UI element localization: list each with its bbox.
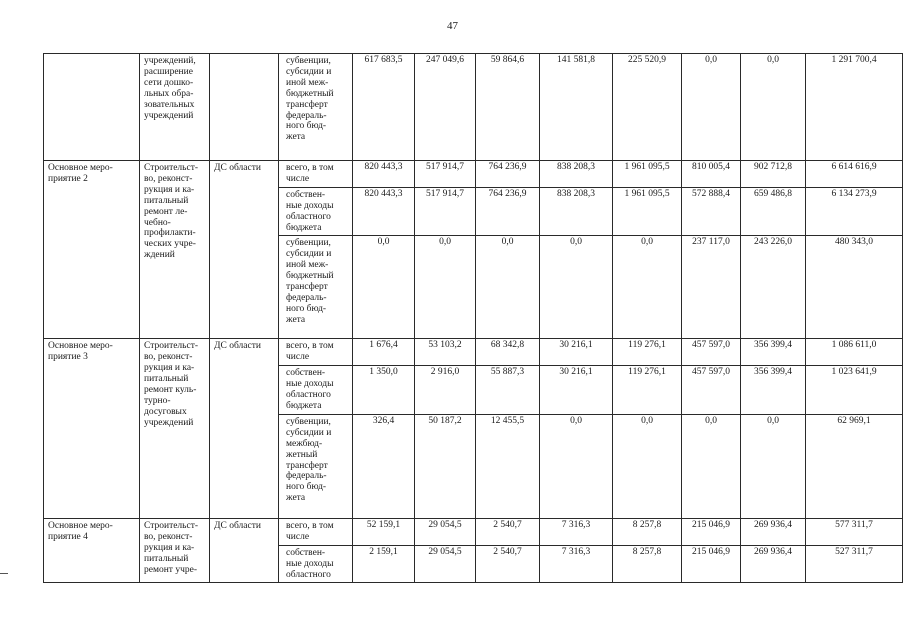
value-cell: 517 914,7	[415, 161, 476, 188]
table-row	[44, 54, 903, 161]
value-cell: 820 443,3	[353, 187, 415, 236]
funding-source-cell	[279, 187, 353, 236]
event-name-cell: Основное меро- приятие 4	[44, 518, 140, 583]
funding-source-label: всего, в том числе	[286, 520, 334, 542]
event-description-cell: Строительст- во, реконст- рукция и ка- питальный ремонт учре-	[140, 518, 210, 583]
value-cell: 7 316,3	[540, 518, 613, 545]
value-cell: 215 046,9	[682, 518, 741, 545]
funding-source-cell	[279, 339, 353, 366]
value-cell: 577 311,7	[806, 518, 903, 545]
funding-source-label: субвенции, субсидии и межбюд- жетный трансферт федераль- ного бюд- жета	[286, 416, 332, 504]
value-cell: 1 023 641,9	[806, 366, 903, 415]
value-cell: 572 888,4	[682, 187, 741, 236]
funding-source-cell	[279, 161, 353, 188]
value-cell: 810 005,4	[682, 161, 741, 188]
value-cell: 0,0	[741, 414, 806, 518]
value-cell: 0,0	[353, 236, 415, 339]
funding-source-label: собствен- ные доходы областного бюджета	[286, 368, 334, 411]
value-cell: 1 350,0	[353, 366, 415, 415]
value-cell: 55 887,3	[476, 366, 540, 415]
value-cell: 237 117,0	[682, 236, 741, 339]
executor-cell: ДС области	[210, 339, 279, 518]
value-cell: 119 276,1	[613, 366, 682, 415]
funding-source-label: собствен- ные доходы областного бюджета	[286, 189, 334, 233]
event-name-cell: Основное меро- приятие 2	[44, 161, 140, 339]
table-row	[44, 518, 903, 545]
value-cell: 838 208,3	[540, 161, 613, 188]
funding-source-cell	[279, 545, 353, 583]
value-cell: 1 291 700,4	[806, 54, 903, 161]
value-cell: 225 520,9	[613, 54, 682, 161]
value-cell: 902 712,8	[741, 161, 806, 188]
value-cell: 0,0	[682, 54, 741, 161]
value-cell: 12 455,5	[476, 414, 540, 518]
value-cell: 0,0	[613, 414, 682, 518]
value-cell: 30 216,1	[540, 339, 613, 366]
value-cell: 6 134 273,9	[806, 187, 903, 236]
value-cell: 1 086 611,0	[806, 339, 903, 366]
event-description-cell: учреждений, расширение сети дошко- льных обра- зовательных учреждений	[140, 54, 210, 161]
value-cell: 2 540,7	[476, 518, 540, 545]
value-cell: 1 676,4	[353, 339, 415, 366]
value-cell: 527 311,7	[806, 545, 903, 583]
event-description-cell: Строительст- во, реконст- рукция и ка- питальный ремонт ле- чебно- профилакти- ческих учре- ждений	[140, 161, 210, 339]
value-cell: 764 236,9	[476, 161, 540, 188]
funding-source-label: всего, в том числе	[286, 163, 334, 184]
funding-source-label: собствен- ные доходы областного	[286, 547, 334, 580]
value-cell: 517 914,7	[415, 187, 476, 236]
value-cell: 0,0	[476, 236, 540, 339]
value-cell: 356 399,4	[741, 366, 806, 415]
table-row	[44, 339, 903, 366]
value-cell: 0,0	[540, 414, 613, 518]
value-cell: 59 864,6	[476, 54, 540, 161]
page-number: 47	[447, 20, 458, 32]
value-cell: 1 961 095,5	[613, 187, 682, 236]
value-cell: 8 257,8	[613, 518, 682, 545]
value-cell: 29 054,5	[415, 518, 476, 545]
funding-source-cell	[279, 236, 353, 339]
event-description-cell: Строительст- во, реконст- рукция и ка- питальный ремонт куль- турно- досуговых учреждений	[140, 339, 210, 518]
value-cell: 243 226,0	[741, 236, 806, 339]
value-cell: 0,0	[540, 236, 613, 339]
executor-cell: ДС области	[210, 518, 279, 583]
funding-source-cell	[279, 54, 353, 161]
value-cell: 457 597,0	[682, 339, 741, 366]
value-cell: 2 540,7	[476, 545, 540, 583]
event-name-cell	[44, 54, 140, 161]
value-cell: 617 683,5	[353, 54, 415, 161]
value-cell: 50 187,2	[415, 414, 476, 518]
value-cell: 457 597,0	[682, 366, 741, 415]
value-cell: 215 046,9	[682, 545, 741, 583]
value-cell: 30 216,1	[540, 366, 613, 415]
value-cell: 8 257,8	[613, 545, 682, 583]
value-cell: 0,0	[415, 236, 476, 339]
value-cell: 764 236,9	[476, 187, 540, 236]
value-cell: 326,4	[353, 414, 415, 518]
value-cell: 141 581,8	[540, 54, 613, 161]
value-cell: 838 208,3	[540, 187, 613, 236]
value-cell: 6 614 616,9	[806, 161, 903, 188]
value-cell: 29 054,5	[415, 545, 476, 583]
value-cell: 659 486,8	[741, 187, 806, 236]
value-cell: 0,0	[682, 414, 741, 518]
value-cell: 0,0	[741, 54, 806, 161]
value-cell: 7 316,3	[540, 545, 613, 583]
executor-cell: ДС области	[210, 161, 279, 339]
value-cell: 0,0	[613, 236, 682, 339]
value-cell: 2 916,0	[415, 366, 476, 415]
funding-source-label: субвенции, субсидии и иной меж- бюджетный трансферт федераль- ного бюд- жета	[286, 56, 334, 143]
executor-cell	[210, 54, 279, 161]
funding-source-cell	[279, 366, 353, 415]
value-cell: 269 936,4	[741, 545, 806, 583]
value-cell: 68 342,8	[476, 339, 540, 366]
value-cell: 119 276,1	[613, 339, 682, 366]
value-cell: 2 159,1	[353, 545, 415, 583]
value-cell: 53 103,2	[415, 339, 476, 366]
value-cell: 247 049,6	[415, 54, 476, 161]
table-row	[44, 161, 903, 188]
value-cell: 480 343,0	[806, 236, 903, 339]
value-cell: 62 969,1	[806, 414, 903, 518]
event-name-cell: Основное меро- приятие 3	[44, 339, 140, 518]
value-cell: 820 443,3	[353, 161, 415, 188]
value-cell: 269 936,4	[741, 518, 806, 545]
funding-source-label: всего, в том числе	[286, 341, 334, 363]
margin-mark	[0, 573, 8, 574]
funding-source-cell	[279, 414, 353, 518]
funding-source-cell	[279, 518, 353, 545]
table-body	[44, 54, 903, 583]
value-cell: 356 399,4	[741, 339, 806, 366]
funding-source-label: субвенции, субсидии и иной меж- бюджетный трансферт федераль- ного бюд- жета	[286, 238, 334, 325]
value-cell: 52 159,1	[353, 518, 415, 545]
value-cell: 1 961 095,5	[613, 161, 682, 188]
funding-table	[43, 53, 903, 583]
